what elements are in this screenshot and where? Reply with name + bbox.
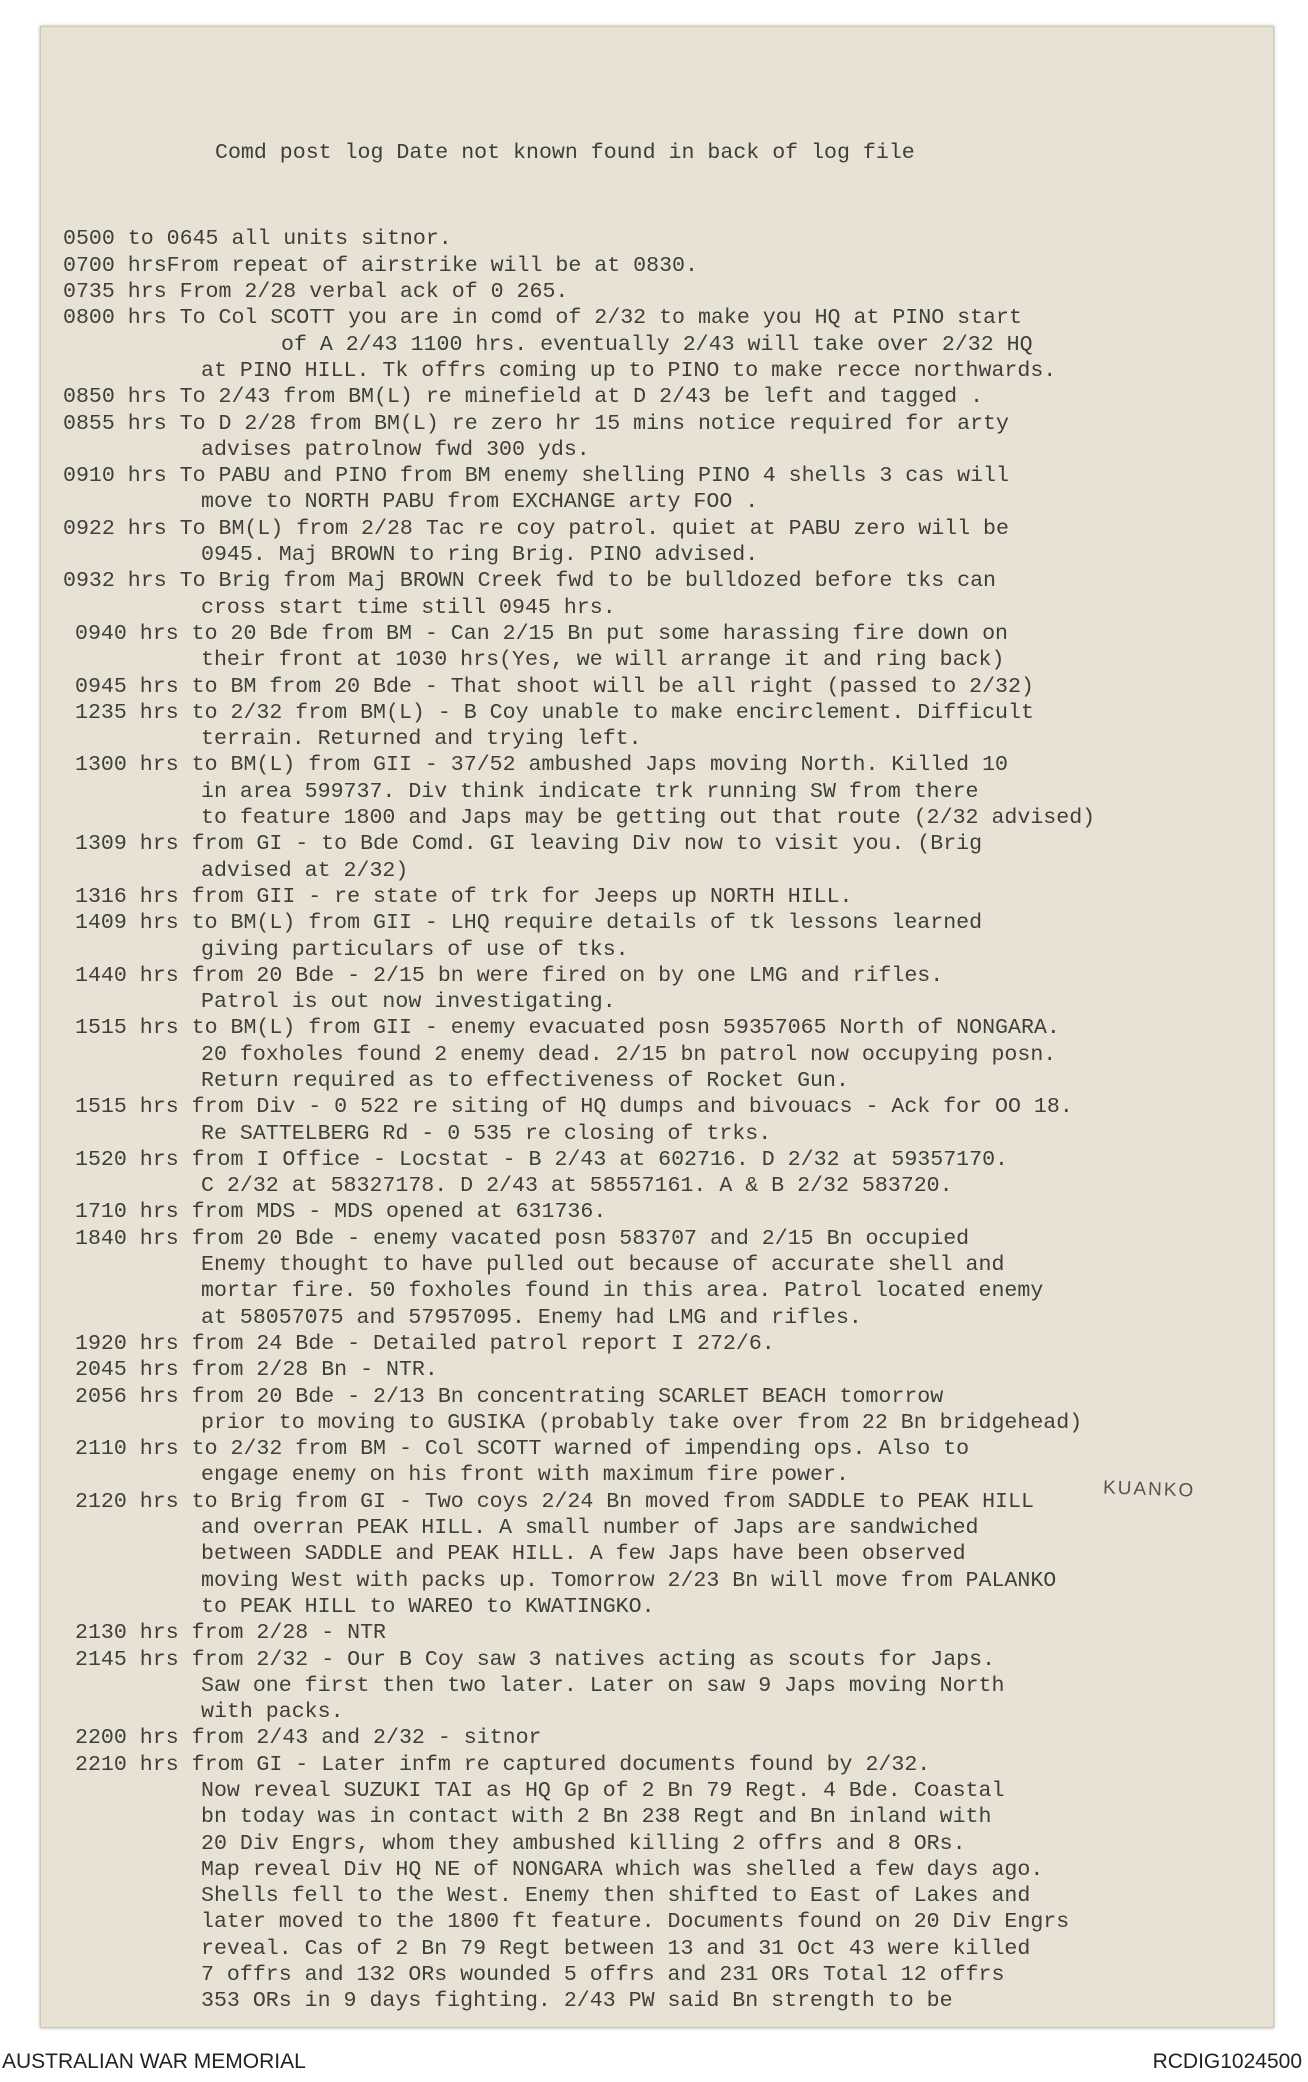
entry-time: 0922 — [63, 516, 128, 541]
entry-continuation: and overran PEAK HILL. A small number of Japs are sandwiched — [201, 1516, 979, 1541]
log-entry — [63, 463, 1263, 516]
entry-text: hrs To Brig from Maj BROWN Creek fwd to be bulldozed before tks can — [127, 569, 997, 594]
log-entry — [63, 1384, 1263, 1437]
entry-time: 2210 — [75, 1752, 140, 1777]
log-entry — [63, 674, 1263, 700]
entry-text: hrs to Brig from GI - Two coys 2/24 Bn moved from SADDLE to PEAK HILL — [139, 1489, 1034, 1514]
entry-time: 0910 — [63, 464, 128, 489]
entry-time: 2130 — [75, 1621, 140, 1646]
footer-source: AUSTRALIAN WAR MEMORIAL — [2, 2050, 306, 2073]
entry-time: 1840 — [75, 1226, 140, 1251]
log-text — [63, 87, 1263, 2067]
log-entry — [63, 831, 1263, 884]
log-entry — [63, 1226, 1263, 1331]
entry-continuation: with packs. — [201, 1700, 344, 1725]
entry-text: hrs to 20 Bde from BM - Can 2/15 Bn put some harassing fire down on — [139, 621, 1009, 646]
entry-continuation: move to NORTH PABU from EXCHANGE arty FOO . — [201, 490, 759, 515]
entry-text: hrs from 2/28 - NTR — [139, 1621, 387, 1646]
log-entry — [63, 700, 1263, 753]
entry-continuation: mortar fire. 50 foxholes found in this area. Patrol located enemy — [201, 1279, 1044, 1304]
entry-text: hrs to BM(L) from GII - LHQ require details of tk lessons learned — [139, 911, 983, 936]
entry-time: 1309 — [75, 832, 140, 857]
entry-time: 2200 — [75, 1726, 140, 1751]
log-entry — [63, 621, 1263, 674]
entry-time: 0735 — [63, 280, 128, 305]
entry-continuation: 353 ORs in 9 days fighting. 2/43 PW said Bn strength to be — [201, 1989, 953, 2014]
entry-continuation: Patrol is out now investigating. — [201, 990, 616, 1015]
log-entry — [63, 1436, 1263, 1489]
log-entry — [63, 1357, 1263, 1383]
document-page — [40, 26, 1274, 2028]
entry-time: 0850 — [63, 385, 128, 410]
entry-continuation: bn today was in contact with 2 Bn 238 Regt and Bn inland with — [201, 1805, 992, 1830]
entry-continuation: to feature 1800 and Japs may be getting out that route (2/32 advised) — [201, 806, 1096, 831]
entry-continuation: engage enemy on his front with maximum fire power. — [201, 1463, 849, 1488]
log-entry — [63, 1725, 1263, 1751]
log-entry — [63, 279, 1263, 305]
log-heading: Comd post log Date not known found in back of log file — [215, 140, 915, 165]
entry-text: hrs from Div - 0 522 re siting of HQ dumps and bivouacs - Ack for OO 18. — [139, 1095, 1073, 1120]
entry-time: 0700 — [63, 253, 128, 278]
entry-continuation: of A 2/43 1100 hrs. eventually 2/43 will take over 2/32 HQ — [281, 332, 1033, 357]
entry-text: hrs from 24 Bde - Detailed patrol report I 272/6. — [139, 1331, 775, 1356]
entry-time: 0940 — [75, 621, 140, 646]
entry-text: hrs To 2/43 from BM(L) re minefield at D 2/43 be left and tagged . — [127, 385, 984, 410]
entry-continuation: C 2/32 at 58327178. D 2/43 at 58557161. A & B 2/32 583720. — [201, 1174, 953, 1199]
entry-text: hrs from GI - to Bde Comd. GI leaving Div now to visit you. (Brig — [139, 832, 983, 857]
log-entry — [63, 910, 1263, 963]
entry-text: hrs to 2/32 from BM - Col SCOTT warned of impending ops. Also to — [139, 1437, 970, 1462]
entry-continuation: Enemy thought to have pulled out because of accurate shell and — [201, 1253, 1005, 1278]
entry-text: hrs to 2/32 from BM(L) - B Coy unable to make encirclement. Difficult — [139, 700, 1034, 725]
entry-time: 0945 — [75, 674, 140, 699]
entry-time: 1515 — [75, 1016, 140, 1041]
entry-continuation: their front at 1030 hrs(Yes, we will arrange it and ring back) — [201, 648, 1005, 673]
log-entry — [63, 752, 1263, 831]
entry-continuation: moving West with packs up. Tomorrow 2/23 Bn will move from PALANKO — [201, 1568, 1057, 1593]
entry-continuation: 0945. Maj BROWN to ring Brig. PINO advised. — [201, 543, 759, 568]
entry-text: hrs from 2/43 and 2/32 - sitnor — [139, 1726, 542, 1751]
entry-continuation: 7 offrs and 132 ORs wounded 5 offrs and 231 ORs Total 12 offrs — [201, 1963, 1005, 1988]
entry-text: hrs from GI - Later infm re captured documents found by 2/32. — [139, 1752, 931, 1777]
entry-time: 1235 — [75, 700, 140, 725]
entry-continuation: to PEAK HILL to WAREO to KWATINGKO. — [201, 1594, 655, 1619]
entry-text: hrsFrom repeat of airstrike will be at 0830. — [127, 253, 698, 278]
log-entry — [63, 384, 1263, 410]
log-entry — [63, 884, 1263, 910]
entry-time: 1409 — [75, 911, 140, 936]
entry-time: 2120 — [75, 1489, 140, 1514]
footer-id: RCDIG1024500 — [1152, 2050, 1302, 2073]
entry-time: 0932 — [63, 569, 128, 594]
entry-continuation: later moved to the 1800 ft feature. Documents found on 20 Div Engrs — [201, 1910, 1070, 1935]
entry-text: hrs To D 2/28 from BM(L) re zero hr 15 mins notice required for arty — [127, 411, 1009, 436]
log-entry — [63, 1489, 1263, 1620]
log-entry — [63, 568, 1263, 621]
entry-text: hrs from 20 Bde - 2/13 Bn concentrating SCARLET BEACH tomorrow — [139, 1384, 944, 1409]
entry-text: hrs To Col SCOTT you are in comd of 2/32 to make you HQ at PINO start — [127, 306, 1022, 331]
entry-continuation: cross start time still 0945 hrs. — [201, 595, 616, 620]
log-entry — [63, 1620, 1263, 1646]
entry-time: 2110 — [75, 1437, 140, 1462]
entry-text: to 0645 all units sitnor. — [127, 227, 452, 252]
entry-text: hrs To PABU and PINO from BM enemy shelling PINO 4 shells 3 cas will — [127, 464, 1009, 489]
entry-time: 0500 — [63, 227, 128, 252]
log-entry — [63, 305, 1263, 384]
entry-continuation: prior to moving to GUSIKA (probably take over from 22 Bn bridgehead) — [201, 1410, 1083, 1435]
log-entry — [63, 1015, 1263, 1094]
entry-time: 1316 — [75, 884, 140, 909]
entry-time: 1515 — [75, 1095, 140, 1120]
entry-text: hrs from I Office - Locstat - B 2/43 at 602716. D 2/32 at 59357170. — [139, 1147, 1009, 1172]
entry-continuation: in area 599737. Div think indicate trk running SW from there — [201, 779, 979, 804]
entry-time: 2056 — [75, 1384, 140, 1409]
entry-text: hrs from 20 Bde - enemy vacated posn 583707 and 2/15 Bn occupied — [139, 1226, 970, 1251]
entry-continuation: advised at 2/32) — [201, 858, 409, 883]
entry-continuation: giving particulars of use of tks. — [201, 937, 629, 962]
handwritten-annotation: KUANKO — [1102, 1477, 1196, 1502]
log-entry — [63, 1647, 1263, 1726]
entry-text: hrs from 2/28 Bn - NTR. — [139, 1358, 438, 1383]
entry-continuation: Saw one first then two later. Later on saw 9 Japs moving North — [201, 1673, 1005, 1698]
log-entry — [63, 1199, 1263, 1225]
entry-continuation: between SADDLE and PEAK HILL. A few Japs have been observed — [201, 1542, 966, 1567]
log-entry — [63, 1331, 1263, 1357]
entry-text: hrs to BM(L) from GII - enemy evacuated posn 59357065 North of NONGARA. — [139, 1016, 1060, 1041]
entry-continuation: reveal. Cas of 2 Bn 79 Regt between 13 and 31 Oct 43 were killed — [201, 1936, 1031, 1961]
entry-continuation: Map reveal Div HQ NE of NONGARA which was shelled a few days ago. — [201, 1857, 1044, 1882]
log-entry — [63, 1094, 1263, 1147]
entry-time: 2145 — [75, 1647, 140, 1672]
entry-continuation: Now reveal SUZUKI TAI as HQ Gp of 2 Bn 79 Regt. 4 Bde. Coastal — [201, 1779, 1005, 1803]
entry-time: 1920 — [75, 1331, 140, 1356]
entry-continuation: advises patrolnow fwd 300 yds. — [201, 437, 590, 462]
log-entry — [63, 516, 1263, 569]
entry-text: hrs from 2/32 - Our B Coy saw 3 natives acting as scouts for Japs. — [139, 1647, 996, 1672]
entry-continuation: terrain. Returned and trying left. — [201, 727, 642, 752]
entry-text: hrs from MDS - MDS opened at 631736. — [139, 1200, 607, 1225]
entry-text: hrs to BM from 20 Bde - That shoot will be all right (passed to 2/32) — [139, 674, 1034, 699]
entry-time: 1440 — [75, 963, 140, 988]
entry-continuation: 20 foxholes found 2 enemy dead. 2/15 bn patrol now occupying posn. — [201, 1042, 1057, 1067]
entry-continuation: Re SATTELBERG Rd - 0 535 re closing of trks. — [201, 1121, 772, 1146]
log-entry — [63, 1147, 1263, 1200]
entry-continuation: Return required as to effectiveness of Rocket Gun. — [201, 1068, 849, 1093]
entry-time: 2045 — [75, 1358, 140, 1383]
log-entries — [63, 226, 1263, 2014]
entry-continuation: at PINO HILL. Tk offrs coming up to PINO to make recce northwards. — [201, 358, 1057, 383]
entry-time: 0800 — [63, 306, 128, 331]
log-entry — [63, 963, 1263, 1016]
entry-time: 0855 — [63, 411, 128, 436]
entry-text: hrs from 20 Bde - 2/15 bn were fired on by one LMG and rifles. — [139, 963, 944, 988]
entry-text: hrs From 2/28 verbal ack of 0 265. — [127, 280, 569, 305]
entry-time: 1520 — [75, 1147, 140, 1172]
log-entry — [63, 411, 1263, 464]
entry-time: 1710 — [75, 1200, 140, 1225]
entry-continuation: Shells fell to the West. Enemy then shifted to East of Lakes and — [201, 1884, 1031, 1909]
entry-continuation: at 58057075 and 57957095. Enemy had LMG and rifles. — [201, 1305, 862, 1330]
log-entry — [63, 226, 1263, 252]
entry-text: hrs from GII - re state of trk for Jeeps up NORTH HILL. — [139, 884, 853, 909]
entry-text: hrs to BM(L) from GII - 37/52 ambushed Japs moving North. Killed 10 — [139, 753, 1009, 778]
entry-continuation: 20 Div Engrs, whom they ambushed killing 2 offrs and 8 ORs. — [201, 1831, 966, 1856]
log-entry — [63, 1752, 1263, 2015]
entry-text: hrs To BM(L) from 2/28 Tac re coy patrol. quiet at PABU zero will be — [127, 516, 1009, 541]
log-entry — [63, 253, 1263, 279]
entry-time: 1300 — [75, 753, 140, 778]
